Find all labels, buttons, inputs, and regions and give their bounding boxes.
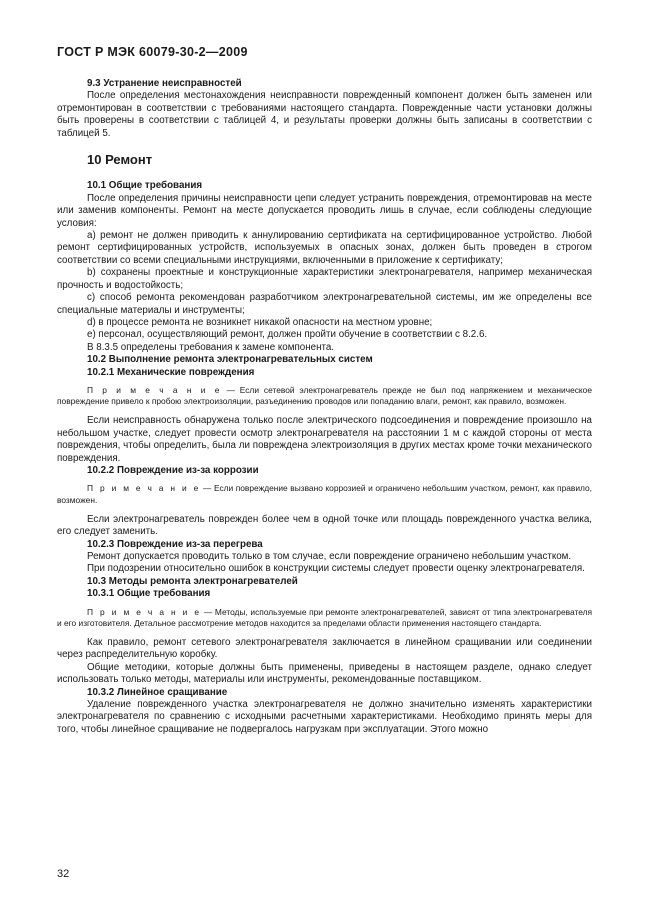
section-10-2-2-paragraph: Если электронагреватель поврежден более чем в одной точке или площадь поврежденного участка велика, его следует заменить.: [57, 513, 592, 538]
document-body: [57, 78, 592, 736]
section-10-2-title: 10.2 Выполнение ремонта электронагревательных систем: [87, 354, 373, 366]
section-10-2-3-paragraph-2: При подозрении относительно ошибок в конструкции системы следует провести оценку электронагревателя.: [87, 563, 585, 575]
note-3-text: — Методы, используемые при ремонте электронагревателей, зависят от типа электронагревателя и его изготовителя. Детальное рассмотрение методов находится за пределами области применения настоящего стандарта.: [57, 606, 592, 628]
section-10-2-3-paragraph: Ремонт допускается проводить только в том случае, если повреждение ограничено небольшим участком.: [87, 551, 572, 562]
note-1-text: — Если сетевой электронагреватель прежде не был под напряжением и механическое повреждение привело к пробою электроизоляции, разъединению проводов или попаданию влаги, ремонт, как правило, возможен.: [57, 384, 593, 407]
section-9-3-title: 9.3 Устранение неисправностей: [87, 78, 242, 89]
list-item-c: c) способ ремонта рекомендован разработчиком электронагревательной системы, им же определены все специальные материалы и инструменты;: [57, 292, 592, 316]
section-10-2-1-title: 10.2.1 Механические повреждения: [87, 366, 255, 378]
page-number: 32: [57, 868, 70, 880]
note-label: П р и м е ч а н и е: [87, 384, 222, 395]
section-10-3-title: 10.3 Методы ремонта электронагревателей: [87, 575, 298, 587]
section-10-3-2-paragraph: Удаление поврежденного участка электронагревателя не должно значительно изменять характеристики электронагревателя по сравнению с исходными расчетными характеристиками. Необходимо принять меры для того, чтобы линейное сращивание не подвергалось нагрузкам при эксплуатации. Этого можно: [57, 699, 592, 735]
list-item-b: b) сохранены проектные и конструкционные характеристики электронагревателя, например механическая прочность и водостойкость;: [57, 267, 592, 291]
list-item-d: d) в процессе ремонта не возникнет никакой опасности на местном уровне;: [87, 316, 433, 328]
section-10-3-2-title: 10.3.2 Линейное сращивание: [87, 686, 228, 698]
note-2: [57, 483, 592, 505]
note-3: [57, 607, 592, 629]
section-10-1-paragraph: После определения причины неисправности цепи следует устранить повреждения, отремонтировав на месте или заменив компоненты. Ремонт на месте допускается проводить лишь в случае, если соблюдены следующие условия:: [57, 192, 592, 229]
list-item-a: a) ремонт не должен приводить к аннулированию сертификата на сертифицированное устройство. Любой ремонт сертифицированных устройств, используемых в опасных зонах, должен быть проведен в строгом соответствии со всеми специальными инструкциями, включенными в приложение к сертификату;: [57, 230, 592, 266]
section-10-1-title: 10.1 Общие требования: [87, 180, 203, 192]
section-10-2-1-paragraph: Если неисправность обнаружена только после электрического подсоединения и повреждение произошло на небольшом участке, следует провести осмотр электронагревателя на расстоянии 1 м с каждой стороны от места повреждения, чтобы определить, была ли повреждена электроизоляция в других местах кроме точки механического повреждения.: [57, 415, 592, 464]
section-10-3-1-paragraph: Как правило, ремонт сетевого электронагревателя заключается в линейном сращивании или соединении через распределительную коробку.: [57, 637, 592, 661]
section-10-3-1-paragraph-2: Общие методики, которые должны быть применены, приведены в настоящем разделе, однако следует использовать только методы, материалы или инструменты, рекомендованные поставщиком.: [57, 661, 592, 686]
note-label: П р и м е ч а н и е: [87, 483, 201, 494]
section-10-1-paragraph-2: В 8.3.5 определены требования к замене компонента.: [87, 341, 335, 353]
section-10-3-1-title: 10.3.1 Общие требования: [87, 588, 211, 600]
document-header: ГОСТ Р МЭК 60079-30-2—2009: [57, 45, 248, 59]
section-10-2-2-title: 10.2.2 Повреждение из-за коррозии: [87, 464, 259, 476]
note-2-text: — Если повреждение вызвано коррозией и ограничено небольшим участком, ремонт, как правило, возможен.: [57, 483, 592, 505]
section-9-3-paragraph: После определения местонахождения неисправности поврежденный компонент должен быть заменен или отремонтирован в соответствии с требованиями настоящего стандарта. Поврежденные части установки должны быть проверены в соответствии с таблицей 4, и результаты проверки должны быть записаны в соответствии с таблицей 5.: [57, 90, 592, 139]
section-10-title: 10 Ремонт: [87, 152, 153, 168]
note-1: [57, 385, 592, 407]
list-item-e: e) персонал, осуществляющий ремонт, должен пройти обучение в соответствии с 8.2.6.: [87, 329, 488, 341]
section-10-2-3-title: 10.2.3 Повреждение из-за перегрева: [87, 538, 263, 550]
note-label: П р и м е ч а н и е: [87, 606, 202, 617]
